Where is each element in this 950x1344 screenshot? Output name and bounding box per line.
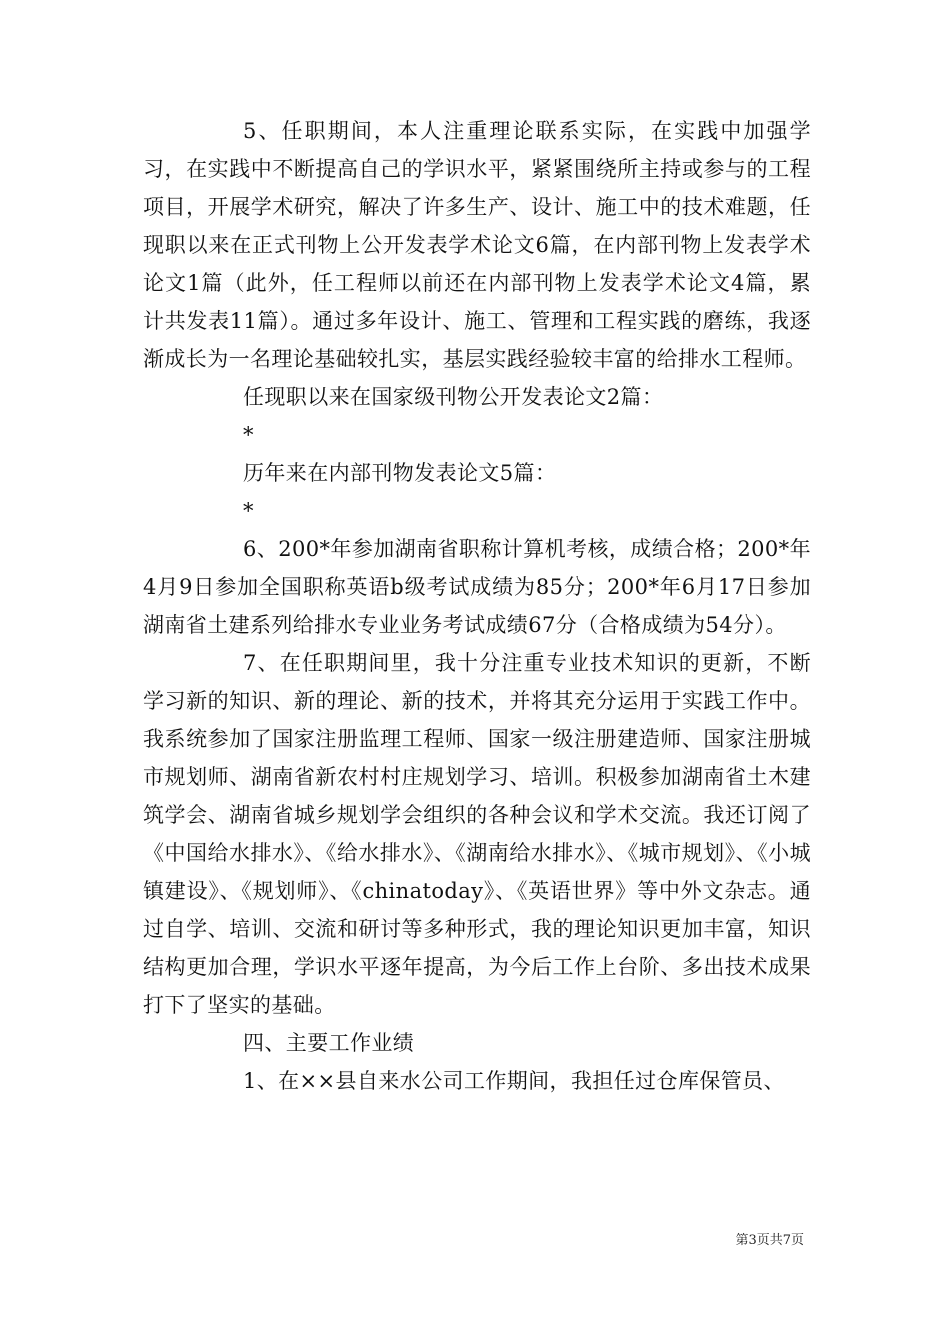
document-body [143,112,811,1100]
asterisk-placeholder: * [243,499,254,523]
paragraph-item-7: 7、在任职期间里，我十分注重专业技术知识的更新，不断学习新的知识、新的理论、新的技术，并将其充分运用于实践工作中。我系统参加了国家注册监理工程师、国家一级注册建造师、国家注册城市规划师、湖南省新农村村庄规划学习、培训。积极参加湖南省土木建筑学会、湖南省城乡规划学会组织的各种会议和学术交流。我还订阅了《中国给水排水》、《给水排水》、《湖南给水排水》、《城市规划》、《小城镇建设》、《规划师》、《chinatoday》、《英语世界》等中外文杂志。通过自学、培训、交流和研讨等多种形式，我的理论知识更加丰富，知识结构更加合理，学识水平逐年提高，为今后工作上台阶、多出技术成果打下了坚实的基础。 [143,651,811,1017]
paragraph-item-5: 5、任职期间，本人注重理论联系实际，在实践中加强学习，在实践中不断提高自己的学识水平，紧紧围绕所主持或参与的工程项目，开展学术研究，解决了许多生产、设计、施工中的技术难题，任现职以来在正式刊物上公开发表学术论文6篇，在内部刊物上发表学术论文1篇（此外，任工程师以前还在内部刊物上发表学术论文4篇，累计共发表11篇）。通过多年设计、施工、管理和工程实践的磨练，我逐渐成长为一名理论基础较扎实，基层实践经验较丰富的给排水工程师。 [143,119,811,371]
paragraph-internal-papers: 历年来在内部刊物发表论文5篇： [243,461,557,485]
page-number: 第3页共7页 [735,1233,804,1248]
section-heading: 四、主要工作业绩 [243,1031,415,1055]
paragraph-item-6: 6、200*年参加湖南省职称计算机考核，成绩合格；200*年4月9日参加全国职称英语b级考试成绩为85分；200*年6月17日参加湖南省土建系列给排水专业业务考试成绩67分（合格成绩为54分）。 [143,537,811,637]
asterisk-placeholder: * [243,423,254,447]
paragraph-national-papers: 任现职以来在国家级刊物公开发表论文2篇： [243,385,664,409]
paragraph-item-1: 1、在××县自来水公司工作期间，我担任过仓库保管员、 [243,1069,785,1093]
